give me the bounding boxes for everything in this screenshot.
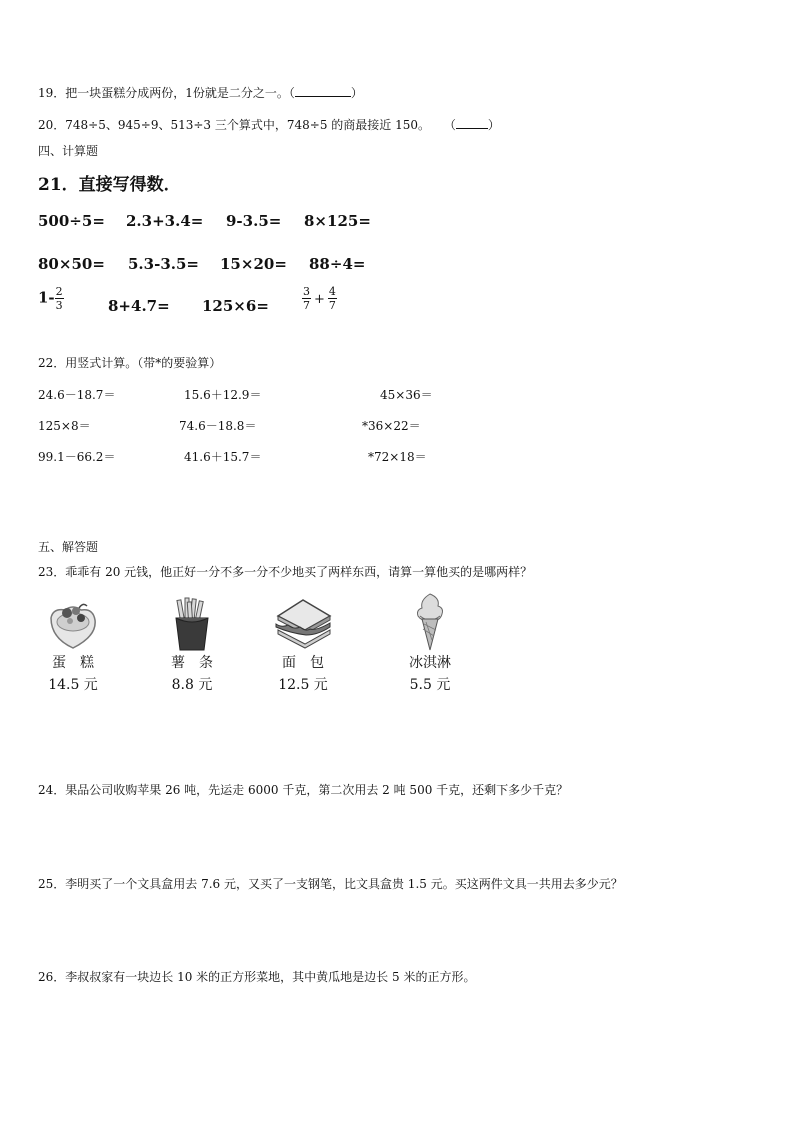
vertical-calc-item: 45×36＝ [380, 388, 433, 402]
sandwich-icon [272, 596, 334, 652]
fries-icon [164, 596, 220, 652]
vertical-calc-item: *36×22＝ [362, 419, 421, 433]
denominator: 7 [328, 299, 336, 312]
vertical-calc-item: 24.6－18.7＝ [38, 388, 116, 402]
numerator: 3 [303, 285, 310, 298]
calc-item: 15×20= [220, 255, 287, 273]
fraction [302, 285, 311, 312]
question-number: 21． [38, 175, 79, 195]
question-number: 22． [38, 356, 66, 370]
section-title: 五、解答题 [38, 540, 99, 554]
paren-close: ） [487, 118, 500, 132]
plus-sign: + [314, 291, 325, 307]
calc-item: 9-3.5= [226, 212, 282, 230]
ice-cream-icon [410, 592, 450, 652]
paren-close: ） [350, 86, 363, 100]
shop-item-fries [157, 596, 227, 694]
question-number: 24． [38, 783, 66, 797]
calc-item: 8+4.7= [108, 297, 170, 315]
item-name: 蛋糕 [52, 655, 108, 671]
question-25 [38, 875, 623, 892]
item-price: 12.5 元 [278, 677, 328, 693]
shop-item-ice-cream [395, 592, 465, 694]
question-title: 用竖式计算。（带*的要验算） [65, 356, 222, 370]
calc-item: 80×50= [38, 255, 105, 273]
question-24 [38, 781, 568, 798]
numerator: 4 [328, 285, 336, 298]
question-text: 乖乖有 20 元钱，他正好一分不多一分不少地买了两样东西，请算一算他买的是哪两样？ [65, 565, 533, 579]
question-26 [38, 968, 475, 985]
question-number: 25． [38, 877, 66, 891]
question-text: 李明买了一个文具盒用去 7.6 元，又买了一支钢笔，比文具盒贵 1.5 元。买这两件文具一共用去多少元？ [65, 877, 623, 891]
calc-item: 8×125= [304, 212, 371, 230]
fraction [55, 285, 64, 312]
shop-item-bread [268, 596, 338, 694]
item-price: 5.5 元 [409, 677, 451, 693]
question-23 [38, 563, 532, 580]
question-22 [38, 354, 221, 371]
answer-blank[interactable] [456, 118, 488, 129]
item-name: 面包 [282, 655, 338, 671]
item-name: 薯条 [171, 655, 227, 671]
question-text: 把一块蛋糕分成两份，1份就是二分之一。（ [65, 86, 295, 100]
whole-part: 1- [38, 288, 55, 307]
question-text: 李叔叔家有一块边长 10 米的正方形菜地，其中黄瓜地是边长 5 米的正方形。 [65, 970, 476, 984]
calc-item-fraction [38, 285, 64, 312]
calc-item: 500÷5= [38, 212, 105, 230]
item-price: 14.5 元 [48, 677, 98, 693]
section-title: 四、计算题 [38, 144, 99, 158]
paren-open: （ [443, 118, 456, 132]
vertical-calc-item: 125×8＝ [38, 419, 91, 433]
calc-item: 88÷4= [309, 255, 366, 273]
fraction [328, 285, 337, 312]
vertical-calc-item: 15.6＋12.9＝ [184, 388, 262, 402]
calc-item: 2.3+3.4= [126, 212, 204, 230]
denominator: 3 [55, 299, 63, 312]
vertical-calc-item: 41.6＋15.7＝ [184, 450, 262, 464]
question-text: 748÷5、945÷9、513÷3 三个算式中，748÷5 的商最接近 150。 [65, 118, 431, 132]
answer-blank[interactable] [295, 86, 351, 97]
shop-item-cake [38, 596, 108, 694]
question-19 [38, 84, 363, 101]
vertical-calc-item: 74.6－18.8＝ [179, 419, 257, 433]
vertical-calc-item: 99.1－66.2＝ [38, 450, 116, 464]
calc-item-fraction-sum [302, 285, 337, 312]
denominator: 7 [303, 299, 310, 312]
question-20 [38, 116, 500, 133]
numerator: 2 [55, 285, 63, 298]
question-number: 19． [38, 86, 66, 100]
question-title: 直接写得数． [78, 175, 181, 195]
calc-item: 5.3-3.5= [128, 255, 199, 273]
question-21 [38, 170, 181, 195]
question-number: 23． [38, 565, 66, 579]
calc-item: 125×6= [202, 297, 269, 315]
vertical-calc-item: *72×18＝ [368, 450, 427, 464]
question-number: 20． [38, 118, 66, 132]
item-price: 8.8 元 [171, 677, 213, 693]
cake-icon [45, 596, 101, 652]
question-text: 果品公司收购苹果 26 吨，先运走 6000 千克，第二次用去 2 吨 500 千克，还剩下多少千克？ [65, 783, 569, 797]
item-name: 冰淇淋 [409, 655, 451, 671]
question-number: 26． [38, 970, 66, 984]
